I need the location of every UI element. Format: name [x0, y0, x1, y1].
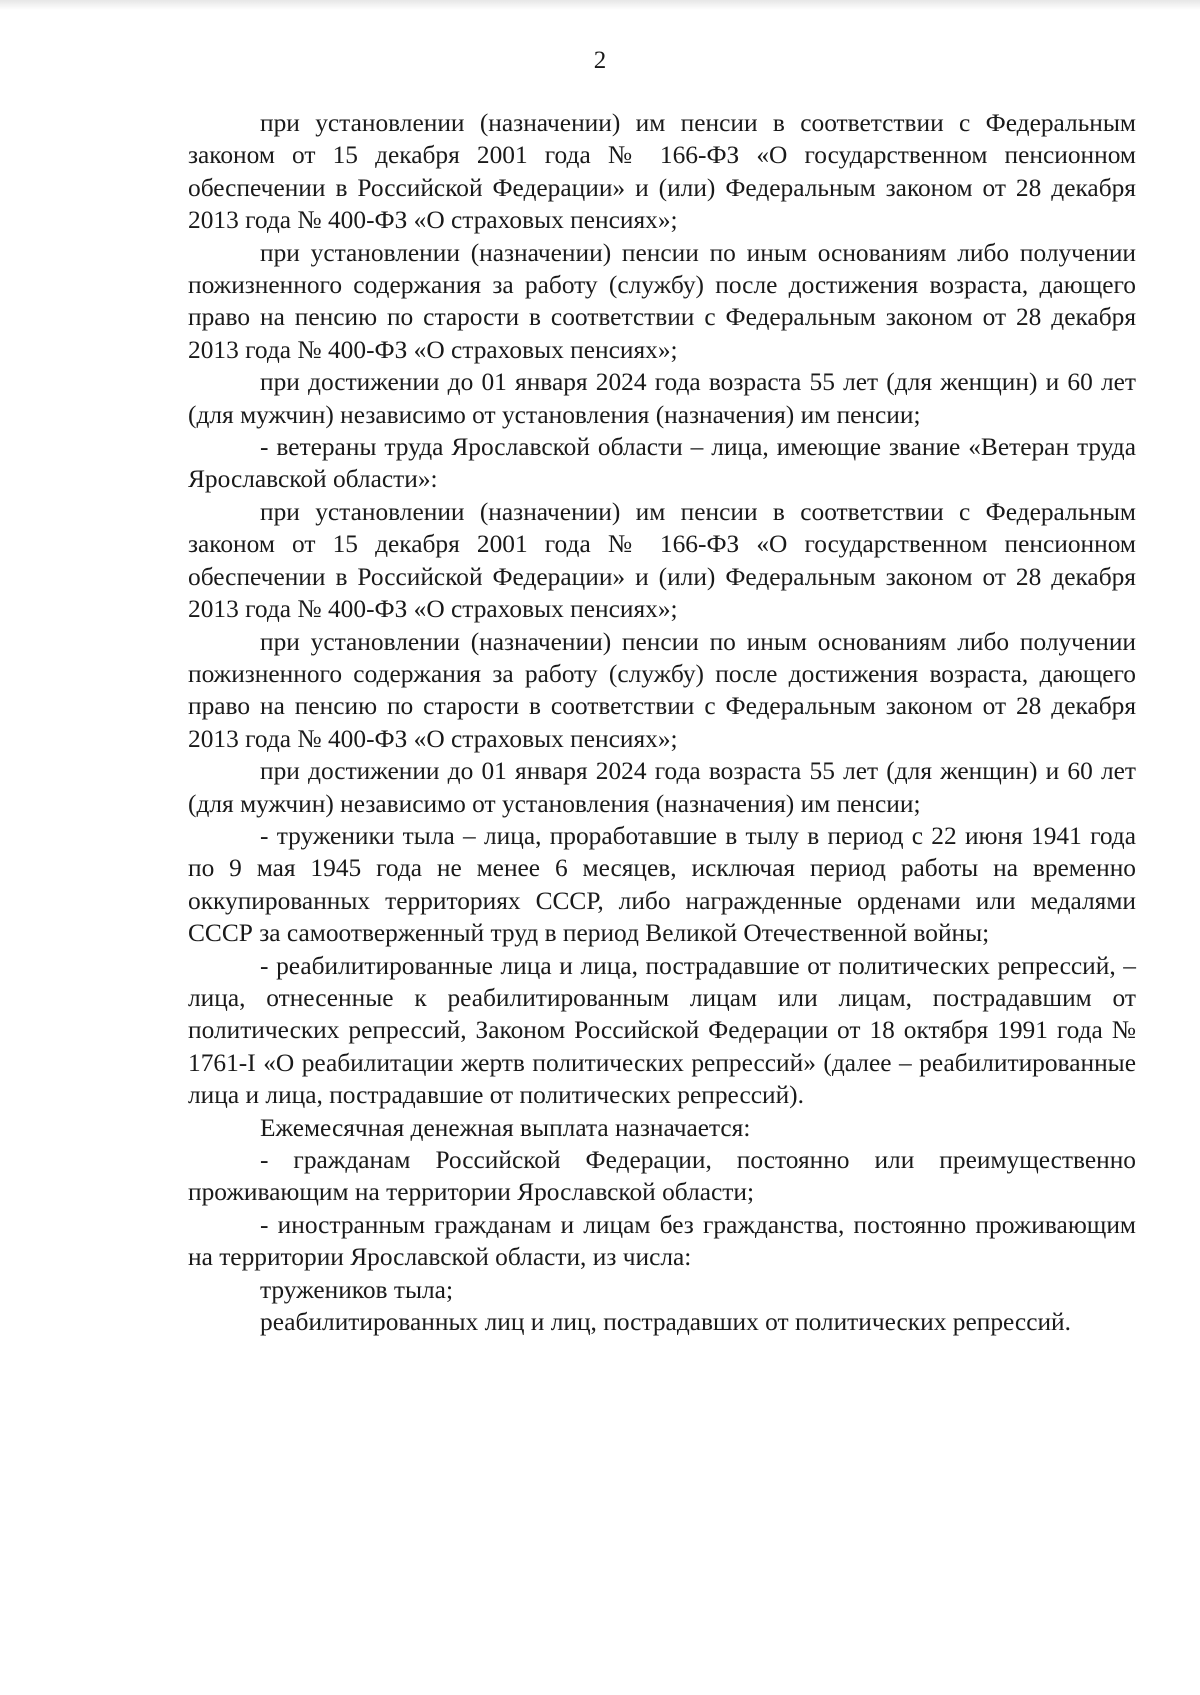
paragraph-russian-citizens: - гражданам Российской Федерации, постоянно или преимущественно проживающим на территории Ярославской области; — [188, 1146, 1136, 1207]
paragraph-home-front-workers-short: тружеников тыла; — [260, 1275, 454, 1304]
paragraph-yaroslavl-labor-veterans: - ветераны труда Ярославской области – лица, имеющие звание «Ветеран труда Ярославской области»: — [188, 433, 1136, 494]
paragraph-yaroslavl-age-threshold: при достижении до 01 января 2024 года возраста 55 лет (для женщин) и 60 лет (для мужчин) независимо от установления (назначения) им пенсии; — [188, 757, 1136, 818]
scan-edge-shadow — [0, 0, 1200, 10]
paragraph-home-front-workers: - труженики тыла – лица, проработавшие в тылу в период с 22 июня 1941 года по 9 мая 1945 года не менее 6 месяцев, исключая период работы на временно оккупированных территориях СССР, либо награжденные орденами или медалями СССР за самоотверженный труд в период Великой Отечественной войны; — [188, 821, 1136, 948]
paragraph-pension-other-grounds: при установлении (назначении) пенсии по иным основаниям либо получении пожизненного содержания за работу (службу) после достижения возраста, дающего право на пенсию по старости в соответствии с Федеральным законом от 28 декабря 2013 года № 400-ФЗ «О страховых пенсиях»; — [188, 238, 1136, 364]
document-body — [188, 107, 1136, 1338]
paragraph-foreign-citizens: - иностранным гражданам и лицам без гражданства, постоянно проживающим на территории Ярославской области, из числа: — [188, 1210, 1136, 1272]
paragraph-rehabilitated-persons: - реабилитированные лица и лица, пострадавшие от политических репрессий, – лица, отнесенные к реабилитированным лицам или лицам, пострадавшим от политических репрессий, Законом Российской Федерации от 18 октября 1991 года № 1761-I «О реабилитации жертв политических репрессий» (далее – реабилитированные лица и лица, пострадавшие от политических репрессий). — [188, 951, 1136, 1110]
paragraph-pension-yaroslavl-166fz: при установлении (назначении) им пенсии в соответствии с Федеральным законом от 15 декабря 2001 года № 166-ФЗ «О государственном пенсионном обеспечении в Российской Федерации» и (или) Федеральным законом от 28 декабря 2013 года № 400-ФЗ «О страховых пенсиях»; — [188, 497, 1136, 624]
paragraph-rehabilitated-short: реабилитированных лиц и лиц, пострадавших от политических репрессий. — [260, 1308, 1071, 1337]
paragraph-payment-assigned: Ежемесячная денежная выплата назначается: — [260, 1113, 751, 1142]
paragraph-pension-yaroslavl-other-grounds: при установлении (назначении) пенсии по иным основаниям либо получении пожизненного содержания за работу (службу) после достижения возраста, дающего право на пенсию по старости в соответствии с Федеральным законом от 28 декабря 2013 года № 400-ФЗ «О страховых пенсиях»; — [188, 627, 1136, 753]
paragraph-pension-labor-veterans-166fz: при установлении (назначении) им пенсии в соответствии с Федеральным законом от 15 декабря 2001 года № 166-ФЗ «О государственном пенсионном обеспечении в Российской Федерации» и (или) Федеральным законом от 28 декабря 2013 года № 400-ФЗ «О страховых пенсиях»; — [188, 109, 1136, 235]
paragraph-age-threshold: при достижении до 01 января 2024 года возраста 55 лет (для женщин) и 60 лет (для мужчин) независимо от установления (назначения) им пенсии; — [188, 368, 1136, 429]
page-number: 2 — [593, 47, 607, 74]
